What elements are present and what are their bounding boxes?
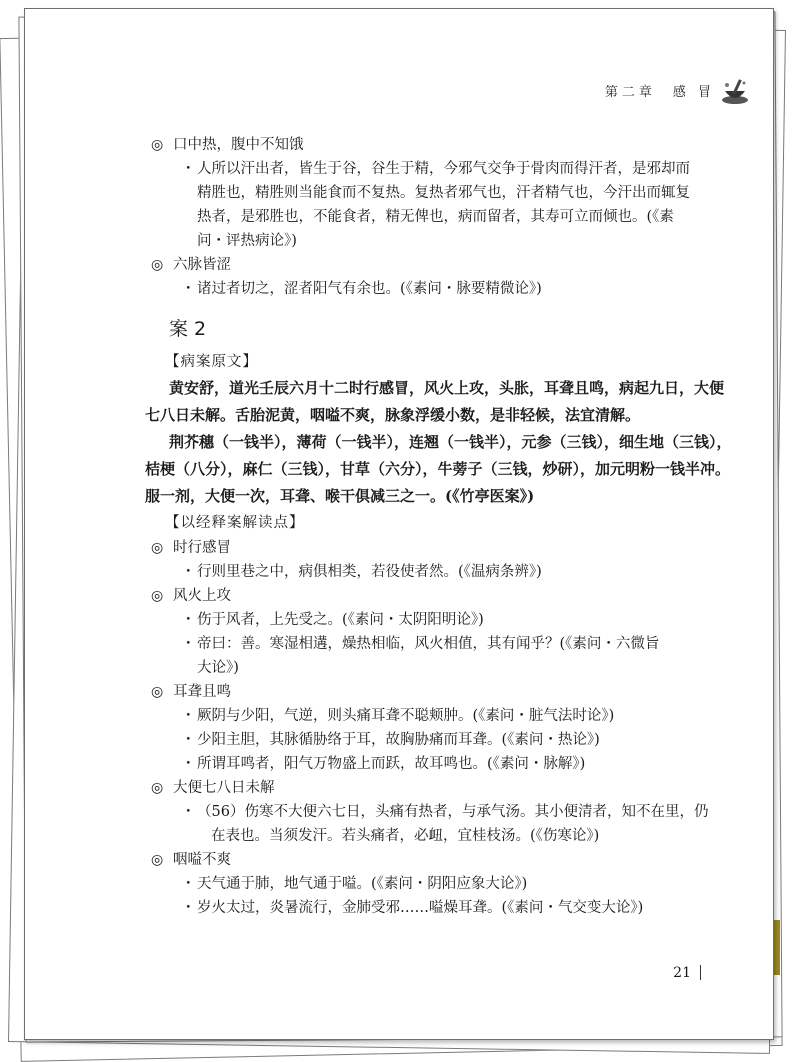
bullet-item: ・ 岁火太过，炎暑流行，金肺受邪……嗌燥耳聋。(《素问・气交变大论》) [145, 896, 705, 920]
point-heading: ◎ 耳聋且鸣 [145, 680, 705, 704]
point-heading: ◎ 大便七八日未解 [145, 776, 705, 800]
case-paragraph: 服一剂，大便一次，耳聋、喉干俱减三之一。(《竹亭医案》) [145, 487, 535, 505]
section-label-reading: 【以经释案解读点】 [165, 515, 305, 531]
bullet-continuation: 问・评热病论》) [197, 233, 297, 249]
bullet-item: ・ （56）伤寒不大便六七日，头痛有热者，与承气汤。其小便清者，知不在里，仍 [145, 800, 705, 824]
bullet-item: ・ 少阳主胆，其脉循胁络于耳，故胸胁痛而耳聋。(《素问・热论》) [145, 728, 705, 752]
bullet-continuation: 在表也。当须发汗。若头痛者，必衄，宜桂枝汤。(《伤寒论》) [211, 828, 600, 844]
double-circle-icon: ◎ [151, 540, 164, 556]
double-circle-icon: ◎ [151, 852, 164, 868]
bullet-dot-icon: ・ [181, 708, 196, 724]
chapter-header: 第二章 感 冒 [604, 85, 715, 100]
bullet-dot-icon: ・ [181, 612, 196, 628]
double-circle-icon: ◎ [151, 137, 164, 153]
bullet-item: ・ 诸过者切之，涩者阳气有余也。(《素问・脉要精微论》) [145, 277, 705, 301]
page-number: 21 [673, 965, 691, 981]
bullet-dot-icon: ・ [181, 900, 196, 916]
double-circle-icon: ◎ [151, 684, 164, 700]
case-title: 案 2 [169, 318, 207, 340]
point-heading: ◎ 六脉皆涩 [145, 253, 705, 277]
case-paragraph: 桔梗（八分），麻仁（三钱），甘草（六分），牛蒡子（三钱，炒研），加元明粉一钱半冲。 [145, 460, 731, 478]
case-paragraph: 荆芥穗（一钱半），薄荷（一钱半），连翘（一钱半），元参（三钱），细生地（三钱）， [169, 433, 732, 451]
bullet-continuation: 热者，是邪胜也，不能食者，精无俾也，病而留者，其寿可立而倾也。(《素 [197, 209, 674, 225]
bullet-item: ・ 天气通于肺，地气通于嗌。(《素问・阴阳应象大论》) [145, 872, 705, 896]
bullet-continuation: 大论》) [197, 660, 239, 676]
page-content [145, 133, 732, 920]
bullet-dot-icon: ・ [181, 756, 196, 772]
point-heading: ◎ 风火上攻 [145, 584, 705, 608]
bullet-dot-icon: ・ [181, 876, 196, 892]
bullet-item: ・ 人所以汗出者，皆生于谷，谷生于精，今邪气交争于骨肉而得汗者，是邪却而 [145, 157, 705, 181]
decorative-mortar-pestle-icon [717, 73, 753, 109]
point-heading: ◎ 咽嗌不爽 [145, 848, 705, 872]
bullet-item: ・ 所谓耳鸣者，阳气万物盛上而跃，故耳鸣也。(《素问・脉解》) [145, 752, 705, 776]
double-circle-icon: ◎ [151, 588, 164, 604]
book-page [24, 8, 774, 1040]
bullet-item: ・ 厥阴与少阳，气逆，则头痛耳聋不聪颊肿。(《素问・脏气法时论》) [145, 704, 705, 728]
section-label-original: 【病案原文】 [165, 354, 258, 370]
bullet-item: ・ 行则里巷之中，病俱相类，若役使者然。(《温病条辨》) [145, 560, 705, 584]
bullet-continuation: 精胜也，精胜则当能食而不复热。复热者邪气也，汗者精气也，今汗出而辄复 [197, 185, 690, 201]
bullet-dot-icon: ・ [181, 281, 196, 297]
bullet-dot-icon: ・ [181, 804, 196, 820]
bullet-dot-icon: ・ [181, 732, 196, 748]
bullet-dot-icon: ・ [181, 564, 196, 580]
case-paragraph: 黄安舒，道光壬辰六月十二时行感冒，风火上攻，头胀，耳聋且鸣，病起九日，大便 [169, 379, 725, 397]
case-paragraph: 七八日未解。舌胎泥黄，咽嗌不爽，脉象浮缓小数，是非轻候，法宜清解。 [145, 406, 641, 424]
page-number-divider [700, 965, 701, 980]
double-circle-icon: ◎ [151, 257, 164, 273]
point-heading: ◎ 口中热，腹中不知饿 [145, 133, 705, 157]
bullet-item: ・ 伤于风者，上先受之。(《素问・太阴阳明论》) [145, 608, 705, 632]
bullet-dot-icon: ・ [181, 636, 196, 652]
double-circle-icon: ◎ [151, 780, 164, 796]
bullet-dot-icon: ・ [181, 161, 196, 177]
bullet-item: ・ 帝曰：善。寒湿相遘，燥热相临，风火相值，其有闻乎？(《素问・六微旨 [145, 632, 705, 656]
point-heading: ◎ 时行感冒 [145, 536, 705, 560]
